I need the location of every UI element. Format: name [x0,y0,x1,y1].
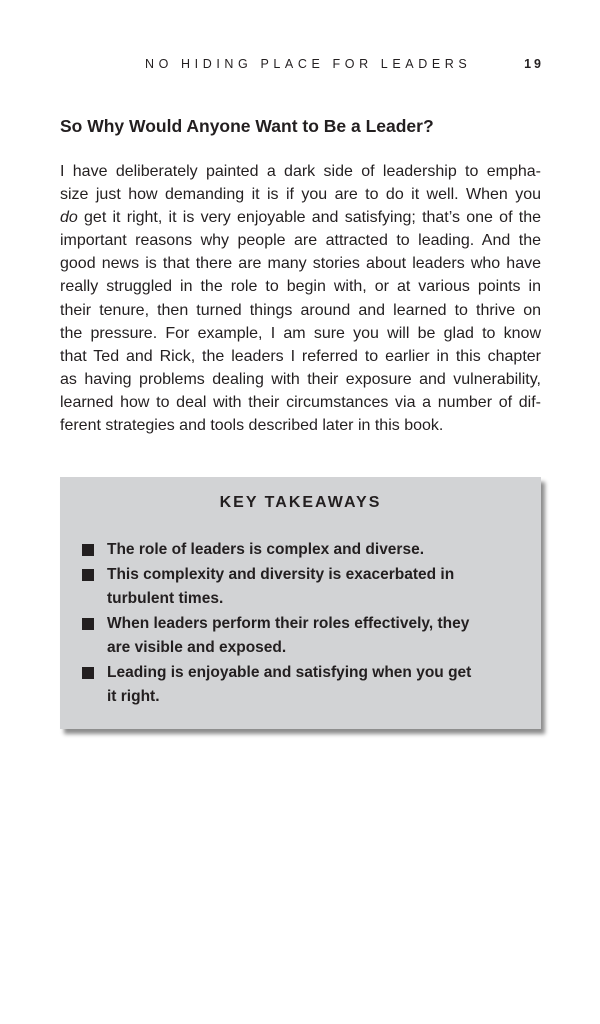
square-bullet-icon [82,667,94,679]
list-item: Leading is enjoyable and satisfying when you get it right. [60,661,541,710]
key-takeaways-box [60,477,541,729]
key-takeaways-title: KEY TAKEAWAYS [219,494,382,511]
square-bullet-icon [82,569,94,581]
body-paragraph [60,160,541,437]
paragraph-line: do get it right, it is very enjoyable and satisfying; that’s one of the [60,209,541,227]
paragraph-line: good news is that there are many stories about leaders who have [60,255,541,273]
running-head-title: NO HIDING PLACE FOR LEADERS [145,57,472,71]
paragraph-line: their tenure, then turned things around and learned to thrive on [60,301,541,319]
list-item: The role of leaders is complex and diverse. [60,538,541,563]
list-item: This complexity and diversity is exacerbated in turbulent times. [60,563,541,612]
section-heading: So Why Would Anyone Want to Be a Leader? [60,116,434,136]
square-bullet-icon [82,544,94,556]
paragraph-line: that Ted and Rick, the leaders I referred to earlier in this chapter [60,347,541,365]
paragraph-line: I have deliberately painted a dark side of leadership to empha- [60,163,541,180]
paragraph-line: size just how demanding it is if you are to do it well. When you [60,186,541,204]
paragraph-line: really struggled in the role to begin with, or at various points in [60,278,541,296]
paragraph-line: important reasons why people are attracted to leading. And the [60,232,541,250]
paragraph-line: learned how to deal with their circumstances via a number of dif- [60,393,541,411]
list-item: When leaders perform their roles effectively, they are visible and exposed. [60,612,541,661]
paragraph-line: as having problems dealing with their exposure and vulnerability, [60,370,541,388]
key-takeaways-list [60,538,541,710]
page-number: 19 [524,57,544,71]
square-bullet-icon [82,618,94,630]
emphasis-do: do [60,209,78,227]
running-head [145,57,544,73]
paragraph-line: ferent strategies and tools described later in this book. [60,417,444,435]
paragraph-line: the pressure. For example, I am sure you will be glad to know [60,324,541,342]
